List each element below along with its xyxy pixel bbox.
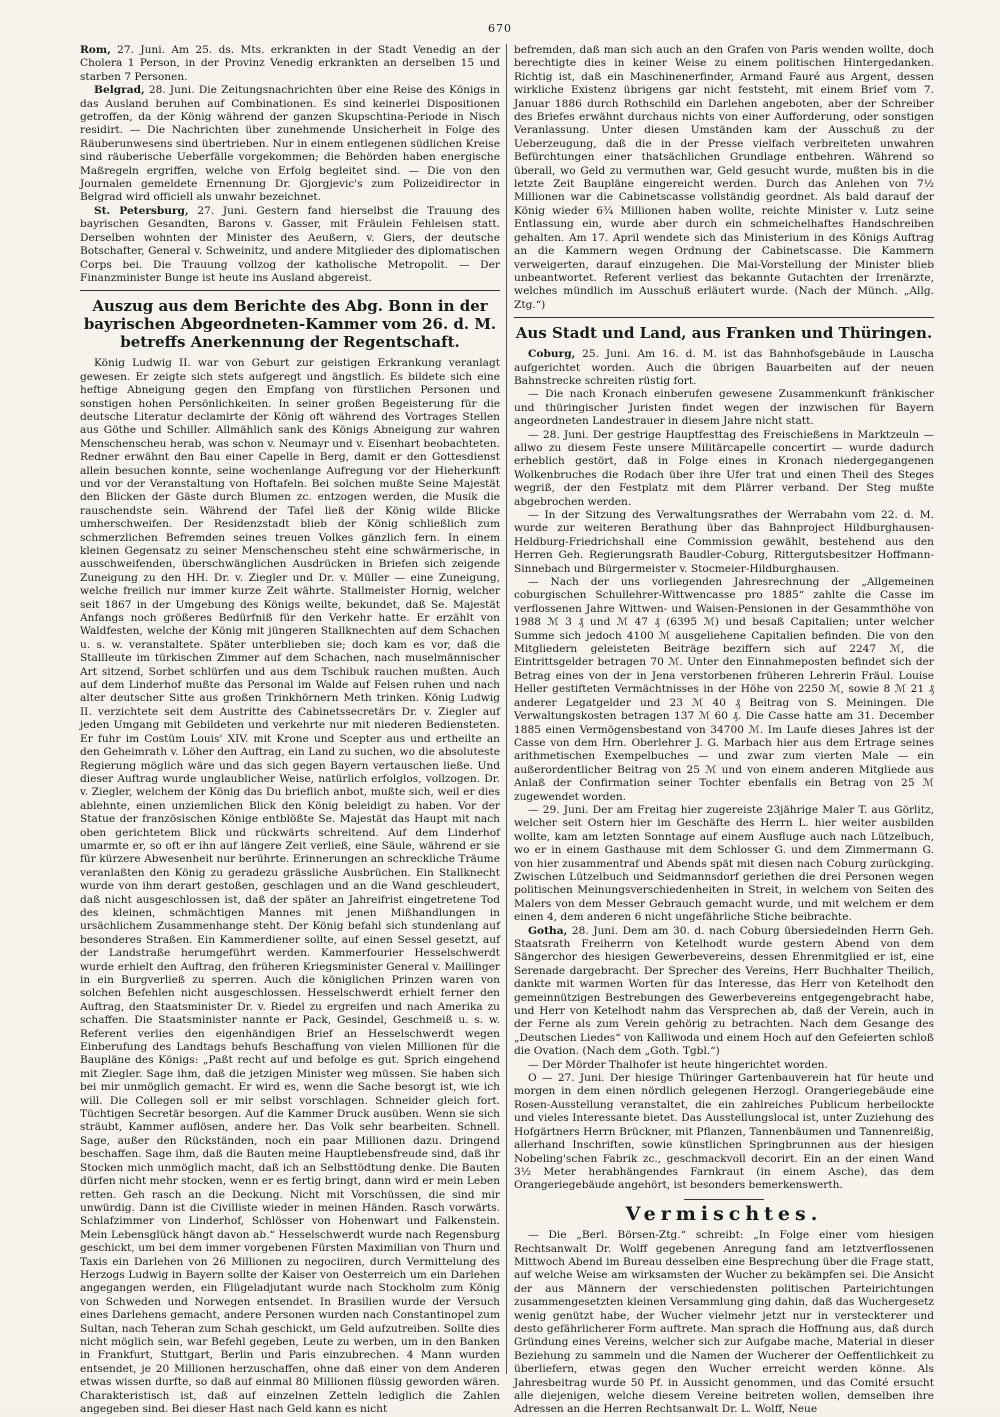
place-coburg: Coburg, <box>528 348 576 361</box>
divider-short <box>684 1199 764 1200</box>
section-headline-vermischtes: Vermischtes. <box>625 1202 823 1225</box>
left-column <box>80 44 501 1415</box>
news-wittwencasse: — Nach der uns vorliegenden Jahresrechnung der „Allgemeinen coburgischen Schullehrer-Wittwencasse pro 1885“ zahlte die Casse im verflossenen Jahre Wittwen- und Waisen-Pensionen in der Gesammthöhe von 1988 ℳ 3 ₰ und ℳ 47 ₰ (6395 ℳ) und besaß Capitalien; unter welcher Summe sich jedoch 4100 ℳ ausgeliehene Capitalien befinden. Die von den Mitgliedern geleisteten Beiträge beziffern sich auf 2247 ℳ, die Eintrittsgelder betragen 70 ℳ. Unter den Einnahmeposten befindet sich der Betrag eines von der in Jena verstorbenen früheren Lehrerin Fräul. Louise Heller gestifteten Vermächtnisses in der Höhe von 2250 ℳ, sowie 8 ℳ 21 ₰ anderer Legatgelder und 23 ℳ 40 ₰ Beitrag von S. Meiningen. Die Verwaltungskosten betragen 137 ℳ 60 ₰. Die Casse hatte am 31. December 1885 einen Vermögensbestand von 34700 ℳ. Im Laufe dieses Jahres ist der Casse von dem Hrn. Oberlehrer J. G. Marbach hier aus dem Ertrage seines arithmetischen Exempelbuches — und zwar zum vierten Male — ein außerordentlicher Beitrag von 25 ℳ und von einem anderen Mitgliede aus Anlaß der Confirmation seiner Tochter ebenfalls ein Betrag von 25 ℳ zugewendet worden. <box>514 576 934 803</box>
place-belgrad: Belgrad, <box>94 84 145 97</box>
news-vermischtes: — Die „Berl. Börsen-Ztg.“ schreibt: „In Folge einer vom hiesigen Rechtsanwalt Dr. Wolff gegebenen Anregung fand am letztverflossenen Mittwoch Abend im Bureau desselben eine Besprechung über die Frage statt, auf welche Weise am wirksamsten der Wucher zu bekämpfen sei. Die Ansicht der aus Männern der verschiedensten politischen Parteirichtungen zusammengesetzten kleinen Versammlung ging dahin, daß das Wuchergesetz wenig genützt habe, der Wucher vielmehr jetzt nur in versteckterer und desto gefährlicherer Form auftrete. Man sprach die Hoffnung aus, daß durch Gründung eines Vereins, welcher sich zur Aufgabe mache, Material in dieser Beziehung zu sammeln und die Namen der Wucherer der Oeffentlichkeit zu überliefern, etwas gegen den Wucher erreicht werden könne. Als Jahresbeitrag wurde 50 Pf. in Aussicht genommen, und das Comité ersucht alle diejenigen, welche diesem Vereine beitreten wollen, demselben ihre Adressen an die Herren Rechtsanwalt Dr. L. Wolff, Neue <box>514 1229 934 1416</box>
news-petersburg-text: 27. Juni. Gestern fand hierselbst die Trauung des bayrischen Gesandten, Barons v. Gasser, mit Fräulein Fehleisen statt. Derselben wohnten der Minister des Aeußern, v. Giers, der deutsche Botschafter, General v. Schweinitz, und andere Mitglieder des diplomatischen Corps bei. Die Trauung vollzog der katholische Metropolit. — Der Finanzminister Bunge ist heute ins Ausland abgereist. <box>80 204 500 284</box>
article-headline-bonn: Auszug aus dem Berichte des Abg. Bonn in der bayrischen Abgeordneten-Kammer vom 26. d. M. betreffs Anerkennung der Regentschaft. <box>83 297 497 352</box>
column-rule <box>506 44 507 1374</box>
news-coburg <box>514 348 934 388</box>
news-belgrad-text: 28. Juni. Die Zeitungsnachrichten über eine Reise des Königs in das Ausland beruhen auf Combinationen. Es sind keinerlei Dispositionen getroffen, da der König während der ganzen Skupschtina-Periode in Nisch residirt. — Die Nachrichten über zunehmende Unsicherheit in Folge des Räuberunwesens sind übertrieben. Nur in einem entlegenen südlichen Kreise sind räuberische Ueberfälle vorgekommen; die Behörden haben energische Maßregeln ergriffen, welche von Erfolg begleitet sind. — Die von den Journalen gemeldete Ernennung Dr. Gjorgjevic's zum Polizeidirector in Belgrad wird officiell als unwahr bezeichnet. <box>80 84 500 204</box>
divider <box>514 317 934 318</box>
article-bonn-text: König Ludwig II. war von Geburt zur geistigen Erkrankung veranlagt gewesen. Er zeigte sich stets aufgeregt und ängstlich. Es bildete sich eine heftige Abneigung gegen den Empfang von fürstlichen Personen und sonstigen hohen Persönlichkeiten. In seiner großen Begeisterung für die deutsche Literatur declamirte der König oft während des Vortrages Stellen aus Göthe und Schiller. Allmählich sank des Königs Abneigung zur wahren Menschenscheu herab, was schon v. Neumayr und v. Eisenhart beobachteten. Redner erwähnt den Bau einer Capelle in Berg, damit er den Gottesdienst allein besuchen konnte, seine wochenlange Aufregung vor der Hieherkunft und vor der Veranstaltung von Hoftafeln. Bei solchen mußte Seine Majestät den Blicken der Gäste durch Blumen zc. entzogen werden, die Musik die rauschendste sein. Während der Tafel ließ der König wilde Blicke umherschweifen. Der Residenzstadt blieb der König schließlich zum schmerzlichen Befremden seines treuen Volkes gänzlich fern. In einem kleinen Gegensatz zu seiner Menschenscheu steht eine schwärmerische, in ausschweifenden, überschwänglichen Ausdrücken in Briefen sich zeigende Zuneigung zu den HH. Dr. v. Ziegler und Dr. v. Müller — eine Zuneigung, welche freilich nur immer kurze Zeit währte. Stallmeister Hornig, welcher seit 1867 in der Umgebung des Königs weilte, bekundet, daß Se. Majestät Anfangs noch größeres Bedürfniß für den Verkehr hatte. Er erzählt von Waldfesten, welche der König mit jüngeren Stallknechten auf dem Schachen u. s. w. veranstaltete. Später unterblieben sie; doch kam es vor, daß die Stallleute im türkischen Zimmer auf dem Schachen, nach muselmännischer Art sitzend, Sorbet schlürfen und aus dem Tschibuk rauchen mußten. Auch auf dem Linderhof mußte das Personal im Walde auf Felsen ruhen und nach alter deutscher Sitte aus großen Trinkhörnern Meth trinken. König Ludwig II. verzichtete seit dem Austritte des Cabinetssecretärs Dr. v. Ziegler auf jeden Umgang mit Gebildeten und verkehrte nur mit niederen Bediensteten. Er fuhr im Costüm Louis' XIV. mit Krone und Scepter aus und ertheilte an den Geheimrath v. Löher den Auftrag, ein Land zu suchen, wo die absoluteste Regierung möglich wäre und das sich gegen Bayern vertauschen ließe. Und dieser Auftrag wurde unglaublicher Weise, natürlich erfolglos, vollzogen. Dr. v. Ziegler, welchem der König das Du brieflich anbot, mußte sich, weil er dies ablehnte, einen unziemlichen Blick den König beleidigt zu haben. Vor der Statue der französischen Könige entblößte Se. Majestät das Haupt mit nach oben gerichtetem Blick und rückwärts schreitend. Auf dem Linderhof umarmte er, so oft er ihn auf längere Zeit verließ, eine Säule, während er sie für kürzere Abwesenheit nur berührte. Erinnerungen an schreckliche Träume veranlaßten den König zu geradezu grässliche Ausbrüchen. Ein Stallknecht wurde von ihm derart gestoßen, geschlagen und an die Wand geschleudert, daß nicht ausgeschlossen ist, daß der später an Jahreifrist eingetretene Tod des kleinen, schmächtigen Mannes mit jenen Mißhandlungen in ursächlichem Zusammenhange steht. Der König befahl sich stundenlang auf besonderes Straßen. Ein Kammerdiener sollte, auf einen Sessel gesetzt, auf der Landstraße herumgeführt werden. Kammerfourier Hesselschwerdt wurde erhielt den Auftrag, den früheren Kriegsminister General v. Maillinger in ein Burgverließ zu sperren. Auch die königlichen Prinzen waren von solchen Befehlen nicht ausgeschlossen. Hesselschwerdt erhielt ferner den Auftrag, den Staatsminister Dr. v. Riedel zu ergreifen und nach Amerika zu schaffen. Die Staatsminister nannte er Pack, Gesindel, Geschmeiß u. s. w. Referent verlies den eigenhändigen Brief an Hesselschwerdt wegen Einberufung des Landtags behufs Beschaffung von vielen Millionen für die Baupläne des Königs: „Paßt recht auf und befolge es gut. Sprich eingehend mit Ziegler. Sage ihm, daß die jetzigen Minister weg müssen. Sie haben sich bei mir unmöglich gemacht. Er wird es, wenn die Sache besorgt ist, wie ich will. Die Collegen soll er mir selbst vorschlagen. Schneider gleich fort. Tüchtigen Secretär besorgen. Auf die Kammer Druck ausüben. Wenn sie sich sträubt, Kammer auflösen, andere her. Das Volk sehr bearbeiten. Schnell. Sage, außer den Rückständen, noch ein paar Millionen dazu. Dringend beschaffen. Sage ihm, daß die Bauten meine Hauptlebensfreude sind, daß ihr Stocken mich unmöglich macht, daß ich an Selbsttödtung denke. Die Bauten dürfen nicht mehr stocken, wenn er es fertig bringt, dann wird er mein Leben retten. Geh rasch an die Deckung. Nicht mit Vorschüssen, die sind mir unwürdig. Dann ist die Civilliste wieder in meinen Händen. Rasch vorwärts. Schlafzimmer von Linderhof, Schlösser von Hohenwart und Falkenstein. Mein Lebensglück hängt davon ab.“ Hesselschwerdt wurde nach Regensburg geschickt, um bei dem immer vorgebenen Fürsten Maximilian von Thurn und Taxis ein Darlehen von 26 Millionen zu negociiren, durch Vermittelung des Herzogs Ludwig in Bayern sollte der Kaiser von Oesterreich um ein Darlehen angegangen werden, ein Flügeladjutant wurde nach Stockholm zum König von Schweden und Norwegen entsendet. In Brasilien wurde der Versuch eines Darlehens gemacht, andere Personen wurden nach Constantinopel zum Sultan, nach Teheran zum Schah geschickt, um Geld aufzutreiben. Sollte dies nicht möglich sein, war Befehl gegeben, Leute zu werben, um in den Banken in Frankfurt, Stuttgart, Berlin und Paris einzubrechen. 4 Mann wurden entsendet, je 20 Millionen herzuschaffen, ohne daß einer von dem Anderen etwas wissen durfte, so daß auf einmal 80 Millionen flüssig geworden wären. Charakteristisch ist, daß auf einzelnen Zetteln lediglich die Zahlen angegeben sind. Bei dieser Hast nach Geld kann es nicht <box>80 357 501 1415</box>
news-gartenbau: O — 27. Juni. Der hiesige Thüringer Gartenbauverein hat für heute und morgen in dem einen nördlich gelegenen Herzogl. Orangeriegebäude eine Rosen-Ausstellung veranstaltet, die ein zahlreiches Publicum herbeilockte und vieles Interessante bietet. Das Ausstellungslocal ist, unter Zuziehung des Hofgärtners Herrn Brückner, mit Pflanzen, Tannenbäumen und Tannenreißig, allerhand Inschriften, sowie künstlichen Springbrunnen aus der hiesigen Nobeling'schen Fabrik zc., geschmackvoll decorirt. Ein an der einen Wand 3½ Meter herabhängendes Farnkraut (in einem Asche), das dem Orangeriegebäude angehört, ist besonders bemerkenswerth. <box>514 1072 934 1192</box>
news-goerlitz: — 29. Juni. Der am Freitag hier zugereiste 23jährige Maler T. aus Görlitz, welcher seit Ostern hier im Geschäfte des Herrn L. hier weiter ausbilden wollte, kam am letzten Sonntage auf einem Ausfluge auch nach Lützelbuch, wo er in einem Gasthause mit dem Schlosser G. und dem Zimmermann G. von hier zusammentraf und Abends spät mit diesen nach Coburg zurückging. Zwischen Lützelbuch und Seidmannsdorf geriethen die drei Personen wegen politischen Meinungsverschiedenheiten in Streit, in welchem von Seiten des Malers von dem Messer Gebrauch gemacht wurde, und mit welchem er dem einen 4, dem anderen 6 nicht ungefährliche Stiche beibrachte. <box>514 803 934 924</box>
news-coburg-text: 25. Juni. Am 16. d. M. ist das Bahnhofsgebäude in Lauscha aufgerichtet worden. Auch die übrigen Bauarbeiten auf der neuen Bahnstrecke schreiten rüstig fort. <box>514 348 934 387</box>
article-bonn-continued: befremden, daß man sich auch an den Grafen von Paris wenden wollte, doch berechtigte dies in keiner Weise zu einem politischen Hintergedanken. Richtig ist, daß ein Maschinenerfinder, Armand Fauré aus Argent, dessen wirkliche Existenz übrigens gar nicht feststeht, mit einem Brief vom 7. Januar 1886 durch Rothschild ein Darlehen angeboten, aber der Schreiber des Briefes erwähnt durchaus nichts von einer Aufforderung, oder sonstigen Veranlassung. Unter diesen Umständen kam der Ausschuß zu der Ueberzeugung, daß die in der Presse vielfach verbreiteten unwahren Befürchtungen einer thatsächlichen Grundlage entbehren. Während so überall, wo Geld zu vermuthen war, Geld gesucht wurde, mußten bis in die letzte Zeit Baupläne eingereicht werden. Durch das Anlehen von 7½ Millionen war die Cabinetscasse vollständig geordnet. Als bald darauf der König wieder 6¾ Millionen haben wollte, reichte Minister v. Lutz seine Entlassung ein, wurde aber durch ein schmeichelhaftes Handschreiben gehalten. Am 17. April wendete sich das Ministerium in des Königs Auftrag an die Kammern wegen Ordnung der Cabinetscasse. Die Kammern verweigerten, darauf einzugehen. Die Mai-Vorstellung der Minister blieb unbeantwortet. Referent verliest das bekannte Gutachten der Irrenärzte, welches mündlich im Ausschuß erläutert wurde. (Nach der Münch. „Allg. Ztg.“) <box>514 44 934 311</box>
divider <box>80 290 500 291</box>
section-headline-franken: Aus Stadt und Land, aus Franken und Thüringen. <box>515 324 933 343</box>
place-petersburg: St. Petersburg, <box>94 204 189 217</box>
news-gotha-text: 28. Juni. Dem am 30. d. nach Coburg übersiedelnden Herrn Geh. Staatsrath Freiherrn von Ketelhodt wurde gestern Abend von dem Sängerchor des hiesigen Gewerbevereins, dessen Ehrenmitglied er ist, eine Serenade dargebracht. Der Sprecher des Vereins, Herr Buchhalter Theilich, dankte mit warmen Worten für das Interesse, das Herr von Ketelhodt den gemeinnützigen Bestrebungen des Gewerbevereins entgegengebracht habe, und Herr von Ketelhodt nahm das Versprechen ab, daß der Verein, auch in der Ferne als zum Verein gehörig zu betrachten. Nach dem Gesange des „Deutschen Liedes“ von Kalliwoda und einem Hoch auf den Gefeierten schloß die Ovation. (Nach dem „Goth. Tgbl.“) <box>514 924 934 1058</box>
right-column <box>514 44 934 1416</box>
news-petersburg <box>80 205 500 285</box>
page-number: 670 <box>488 22 512 35</box>
news-belgrad <box>80 84 500 205</box>
place-gotha: Gotha, <box>528 924 568 937</box>
news-rom <box>80 44 500 84</box>
news-marktzeuln: — 28. Juni. Der gestrige Hauptfesttag des Freischießens in Marktzeuln — allwo zu diesem Feste unsere Militärcapelle concertirt — wurde dadurch erheblich gestört, daß in Folge eines in Kronach niedergegangenen Wolkenbruches die Rodach über ihre Ufer trat und einen Theil des Steges wegriß, der den Festplatz mit dem Plärrer verband. Der Steg mußte abgebrochen werden. <box>514 428 934 508</box>
news-gotha <box>514 925 934 1059</box>
news-rom-text: 27. Juni. Am 25. ds. Mts. erkrankten in der Stadt Venedig an der Cholera 1 Person, in der Provinz Venedig erkrankten an derselben 15 und starben 7 Personen. <box>80 44 501 83</box>
news-werrabahn: — In der Sitzung des Verwaltungsrathes der Werrabahn vom 22. d. M. wurde zur weiteren Berathung über das Bahnproject Hildburghausen-Heldburg-Friedrichshall eine Commission gewählt, bestehend aus den Herren Geh. Regierungsrath Baudler-Coburg, Rittergutsbesitzer Hoffmann-Sinnebach und Bürgermeister v. Stocmeier-Hildburghausen. <box>514 509 934 575</box>
place-rom: Rom, <box>80 44 111 56</box>
news-thalhofer: — Der Mörder Thalhofer ist heute hingerichtet worden. <box>528 1058 828 1071</box>
news-kronach: — Die nach Kronach einberufen gewesene Zusammenkunft fränkischer und thüringischer Juristen findet wegen der inzwischen für Bayern angeordneten Landestrauer in diesem Jahre nicht statt. <box>514 388 934 428</box>
